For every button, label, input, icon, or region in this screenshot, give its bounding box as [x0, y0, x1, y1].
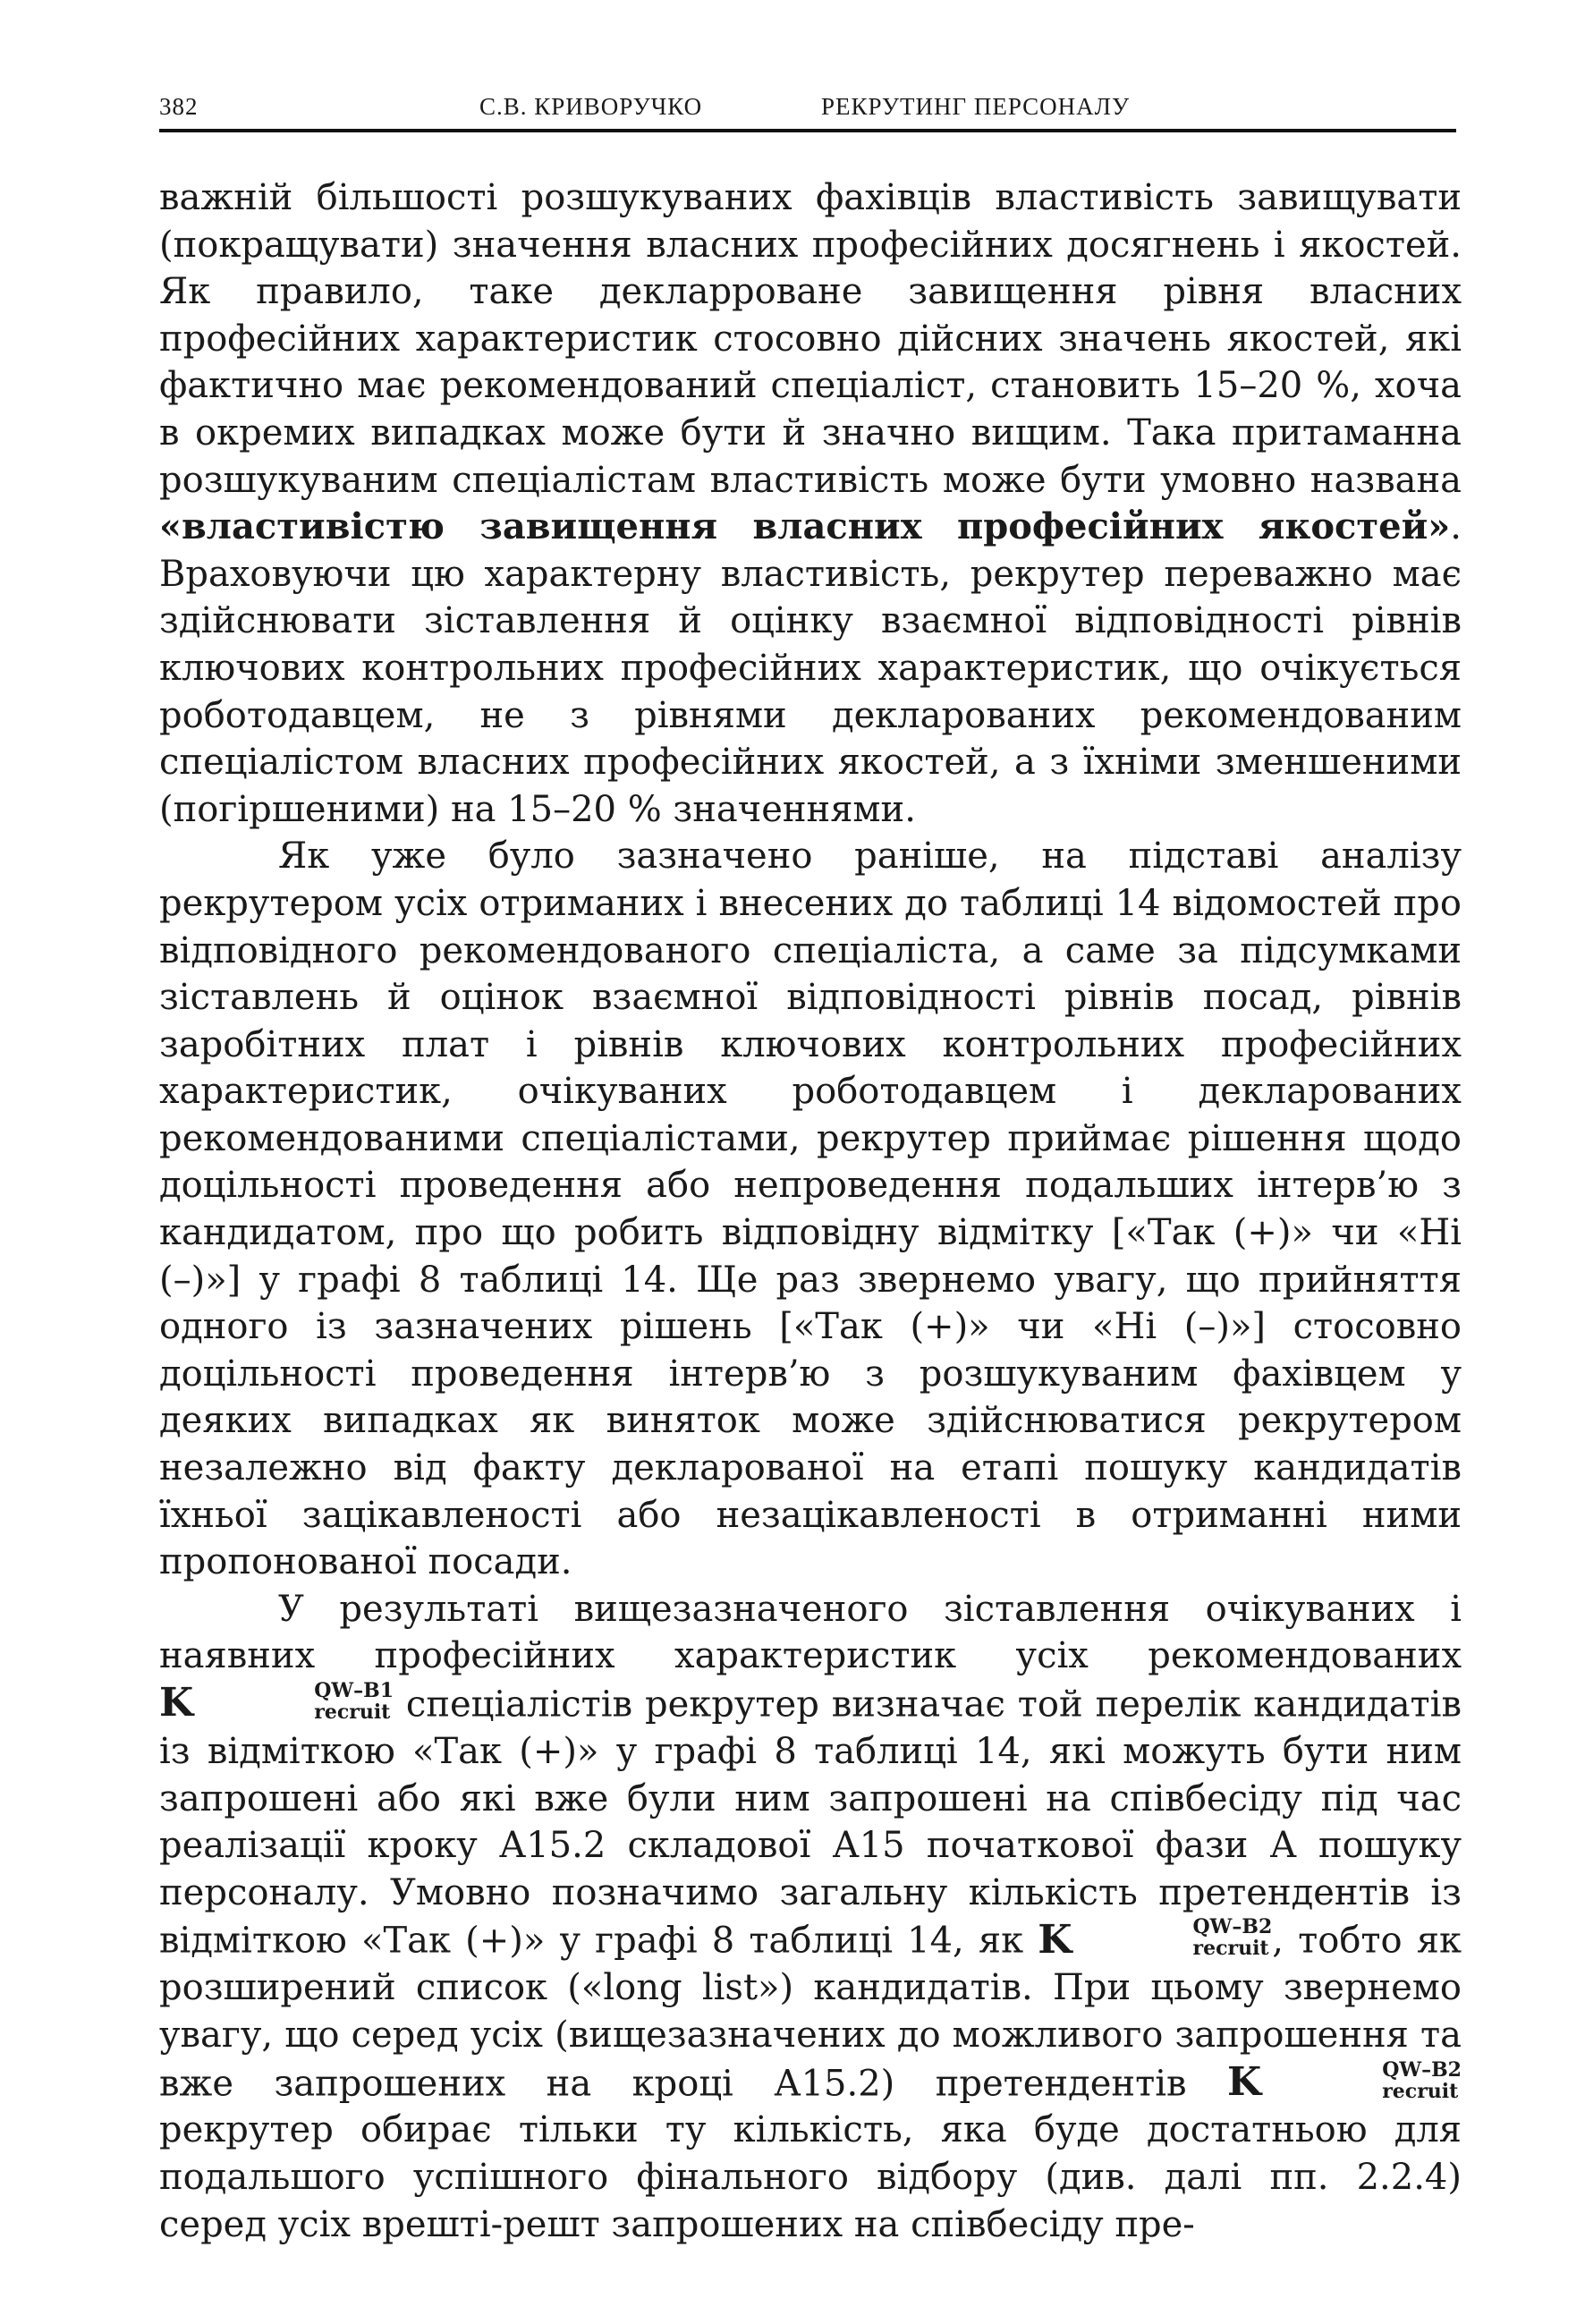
symbol-k-recruit-b1	[159, 1679, 394, 1726]
body-text	[159, 174, 1462, 2248]
paragraph-2: Як уже було зазначено раніше, на підставі аналізу рекрутером усіх отриманих і внесених до таблиці 14 відомостей про відповідного рекомендованого спеціаліста, а саме за підсумками зіставлень й оцінок взаємної відповідності рівнів посад, рівнів заробітних плат і рівнів ключових контрольних професійних характеристик, очікуваних роботодавцем і декларованих рекомендованими спеціалістами, рекрутер приймає рішення щодо доцільності проведення або непроведення подальших інтерв’ю з кандидатом, про що робить відповідну відмітку [«Так (+)» чи «Ні (–)»] у графі 8 таблиці 14. Ще раз звернемо увагу, що прийняття одного із зазначених рішень [«Так (+)» чи «Ні (–)»] стосовно доцільності проведення інтерв’ю з розшукуваним фахівцем у деяких випадках як виняток може здійснюватися рекрутером незалежно від факту декларованої на етапі пошуку кандидатів їхньої зацікавленості або незацікавленості в отриманні ними пропонованої посади.	[159, 835, 1462, 1583]
paragraph-text: важній більшості розшукуваних фахівців властивість завищувати (покращувати) значення власних професійних досягнень і якостей. Як правило, таке декларроване завищення рівня власних професійних характеристик стосовно дійсних значень якостей, які фактично має рекомендований спеціаліст, становить 15–20 %, хоча в окремих випадках може бути й значно вищим. Така притаманна розшукуваним спеціалістам властивість може бути умовно названа	[159, 177, 1462, 501]
symbol-base: K	[159, 1680, 194, 1726]
bold-term: «властивістю завищення власних професійних якостей»	[159, 505, 1451, 548]
symbol-superscript: QW–B2	[1382, 2057, 1462, 2082]
symbol-base: K	[1038, 1916, 1072, 1963]
paragraph-text: . Враховуючи цю характерну властивість, рекрутер переважно має здійснювати зіставлення й оцінку взаємної відповідності рівнів ключових контрольних професійних характеристик, що очікується роботодавцем, не з рівнями декларованих рекомендованим спеціалістом власних професійних якостей, а з їхніми зменшеними (погіршеними) на 15–20 % значеннями.	[159, 506, 1462, 830]
running-header	[159, 89, 1456, 132]
page-number: 382	[159, 93, 199, 120]
paragraph-3	[159, 1586, 1462, 2248]
paragraph-1	[159, 174, 1462, 833]
symbol-subscript: recruit	[1192, 1937, 1269, 1961]
symbol-base: K	[1226, 2058, 1262, 2105]
header-author: С.В. КРИВОРУЧКО	[479, 93, 703, 120]
header-title: РЕКРУТИНГ ПЕРСОНАЛУ	[821, 93, 1131, 120]
paragraph-text: У результаті вищезазначеного зіставлення очікуваних і наявних професійних характеристик усіх рекомендованих	[159, 1588, 1462, 1677]
symbol-superscript: QW–B2	[1192, 1915, 1273, 1939]
symbol-subscript: recruit	[314, 1701, 391, 1724]
paragraph-text: , тобто як розширений список («long list») кандидатів. При цьому звернемо увагу, що серед усіх (вищезазначених до можливого запрошення та вже запрошених на кроці А15.2) претендентів	[159, 1920, 1462, 2104]
paragraph-text: рекрутер обирає тільки ту кількість, яка буде достатньою для подальшого успішного фінального відбору (див. далі пп. 2.2.4) серед усіх врешті-решт запрошених на співбесіду пре-	[159, 2109, 1462, 2245]
symbol-superscript: QW–B1	[314, 1679, 394, 1702]
symbol-k-recruit-b2	[1038, 1915, 1273, 1963]
symbol-k-recruit-b2	[1226, 2057, 1462, 2105]
paragraph-text: спеціалістів рекрутер визначає той перелік кандидатів із відміткою «Так (+)» у графі 8 таблиці 14, які можуть бути ним запрошені або які вже були ним запрошені на співбесіду під час реалізації кроку А15.2 складової А15 початкової фази А пошуку персоналу. Умовно позначимо загальну кількість претендентів із відміткою «Так (+)» у графі 8 таблиці 14, як	[159, 1684, 1462, 1962]
symbol-subscript: recruit	[1382, 2079, 1459, 2103]
